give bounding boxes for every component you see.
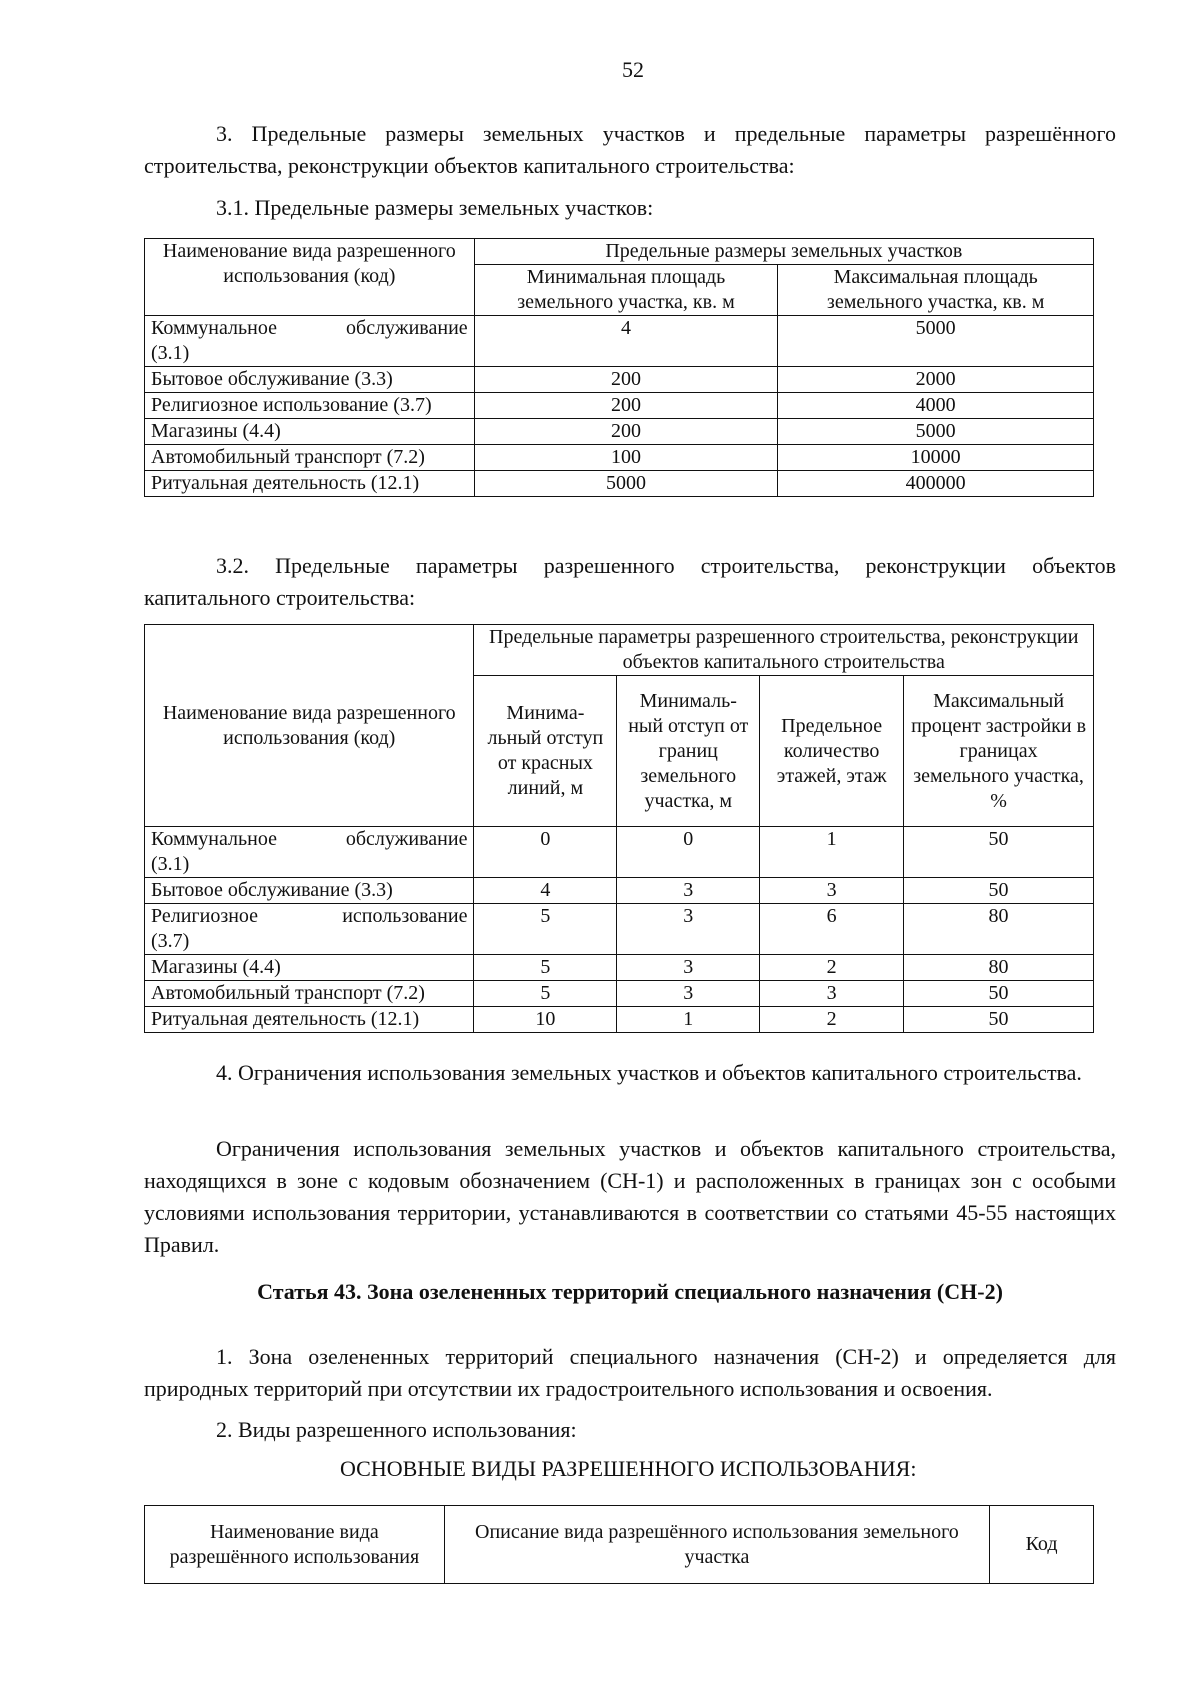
table-row (145, 878, 1094, 904)
section-3-1-title-content: 3.1. Предельные размеры земельных участков: (216, 195, 654, 220)
column-header-code: Код (990, 1506, 1094, 1584)
row-name: Автомобильный транспорт (7.2) (145, 445, 475, 471)
cell-max: 400000 (778, 471, 1094, 497)
table-row (145, 471, 1094, 497)
section-4-body (144, 1133, 1116, 1261)
land-plot-size-table (144, 238, 1094, 497)
row-name: Бытовое обслуживание (3.3) (145, 367, 475, 393)
row-name-code: (3.7) (151, 930, 190, 952)
row-name: Магазины (4.4) (145, 955, 474, 981)
row-name-code: (3.1) (151, 342, 190, 364)
row-name (145, 316, 475, 367)
article-43-paragraph-1-content: 1. Зона озелененных территорий специального назначения (СН-2) и определяется для природных территорий при отсутствии их градостроительного использования и освоения. (144, 1344, 1116, 1401)
main-uses-heading: ОСНОВНЫЕ ВИДЫ РАЗРЕШЕННОГО ИСПОЛЬЗОВАНИЯ: (340, 1456, 917, 1481)
row-name-part: Коммунальное (151, 317, 277, 339)
cell-value: 50 (904, 981, 1094, 1007)
cell-value: 1 (617, 1007, 760, 1033)
cell-max: 5000 (778, 316, 1094, 367)
table-row (145, 981, 1094, 1007)
cell-value: 2 (760, 1007, 904, 1033)
row-name-part: Религиозное (151, 905, 259, 927)
column-header-red-lines-setback: Минима-льный отступ от красных линий, м (474, 676, 617, 827)
column-header-min-area: Минимальная площадь земельного участка, кв. м (474, 265, 778, 316)
cell-min: 5000 (474, 471, 778, 497)
table-row (145, 445, 1094, 471)
cell-value: 3 (617, 981, 760, 1007)
cell-max: 4000 (778, 393, 1094, 419)
section-3-2-title (144, 550, 1116, 614)
article-43-heading: Статья 43. Зона озелененных территорий специального назначения (СН-2) (257, 1279, 1003, 1304)
table-row (145, 393, 1094, 419)
row-name-part: обслуживание (345, 828, 468, 850)
column-header-name: Наименование вида разрешенного использования (код) (145, 239, 475, 316)
column-header-floors: Предельное количество этажей, этаж (760, 676, 904, 827)
cell-min: 200 (474, 367, 778, 393)
permitted-uses-table (144, 1505, 1094, 1584)
cell-value: 5 (474, 981, 617, 1007)
table-header-row (145, 625, 1094, 676)
cell-min: 200 (474, 419, 778, 445)
row-name (145, 827, 474, 878)
cell-value: 3 (617, 878, 760, 904)
table-row (145, 955, 1094, 981)
cell-value: 1 (760, 827, 904, 878)
column-header-group: Предельные размеры земельных участков (474, 239, 1093, 265)
column-header-use-name: Наименование вида разрешённого использования (145, 1506, 445, 1584)
cell-value: 80 (904, 955, 1094, 981)
cell-min: 4 (474, 316, 778, 367)
cell-value: 50 (904, 878, 1094, 904)
cell-max: 2000 (778, 367, 1094, 393)
cell-value: 0 (617, 827, 760, 878)
table-row (145, 1007, 1094, 1033)
cell-value: 50 (904, 827, 1094, 878)
construction-parameters-table (144, 624, 1094, 1033)
row-name-part: использование (342, 905, 468, 927)
cell-value: 50 (904, 1007, 1094, 1033)
section-4-body-content: Ограничения использования земельных участков и объектов капитального строительства, находящихся в зоне с кодовым обозначением (СН-1) и расположенных в границах зон с особыми условиями использования территории, устанавливаются в соответствии со статьями 45-55 настоящих Правил. (144, 1136, 1116, 1257)
section-4-title-content: 4. Ограничения использования земельных участков и объектов капитального строительства. (216, 1060, 1082, 1085)
table-row (145, 419, 1094, 445)
cell-value: 10 (474, 1007, 617, 1033)
row-name-code: (3.1) (151, 853, 190, 875)
section-3-text (144, 118, 1116, 182)
cell-min: 100 (474, 445, 778, 471)
column-header-max-area: Максимальная площадь земельного участка, кв. м (778, 265, 1094, 316)
cell-value: 3 (617, 955, 760, 981)
cell-value: 3 (617, 904, 760, 955)
row-name: Бытовое обслуживание (3.3) (145, 878, 474, 904)
article-43-paragraph-1 (144, 1341, 1116, 1405)
cell-value: 6 (760, 904, 904, 955)
cell-value: 80 (904, 904, 1094, 955)
row-name: Автомобильный транспорт (7.2) (145, 981, 474, 1007)
table-row (145, 827, 1094, 878)
cell-value: 3 (760, 878, 904, 904)
article-43-paragraph-2 (144, 1414, 1116, 1446)
cell-value: 5 (474, 955, 617, 981)
row-name (145, 904, 474, 955)
section-3-2-title-content: 3.2. Предельные параметры разрешенного строительства, реконструкции объектов капитального строительства: (144, 553, 1116, 610)
column-header-boundary-setback: Минималь-ный отступ от границ земельного участка, м (617, 676, 760, 827)
section-3-1-title (144, 192, 1116, 224)
row-name-part: обслуживание (346, 317, 468, 339)
row-name: Магазины (4.4) (145, 419, 475, 445)
cell-min: 200 (474, 393, 778, 419)
cell-max: 10000 (778, 445, 1094, 471)
cell-max: 5000 (778, 419, 1094, 445)
column-header-group: Предельные параметры разрешенного строительства, реконструкции объектов капитального строительства (474, 625, 1094, 676)
cell-value: 0 (474, 827, 617, 878)
column-header-coverage: Максимальный процент застройки в границах земельного участка, % (904, 676, 1094, 827)
column-header-name: Наименование вида разрешенного использования (код) (145, 625, 474, 827)
row-name-part: Коммунальное (151, 828, 277, 850)
section-3-text-content: 3. Предельные размеры земельных участков и предельные параметры разрешённого строительства, реконструкции объектов капитального строительства: (144, 121, 1116, 178)
column-header-description: Описание вида разрешённого использования земельного участка (444, 1506, 989, 1584)
table-header-row (145, 239, 1094, 265)
table-row (145, 316, 1094, 367)
page-number: 52 (622, 57, 644, 82)
row-name: Ритуальная деятельность (12.1) (145, 471, 475, 497)
cell-value: 3 (760, 981, 904, 1007)
table-row (145, 367, 1094, 393)
table-row (145, 904, 1094, 955)
cell-value: 4 (474, 878, 617, 904)
article-43-paragraph-2-content: 2. Виды разрешенного использования: (216, 1417, 577, 1442)
section-4-title (144, 1057, 1116, 1089)
cell-value: 2 (760, 955, 904, 981)
table-header-row (145, 1506, 1094, 1584)
row-name: Ритуальная деятельность (12.1) (145, 1007, 474, 1033)
cell-value: 5 (474, 904, 617, 955)
row-name: Религиозное использование (3.7) (145, 393, 475, 419)
